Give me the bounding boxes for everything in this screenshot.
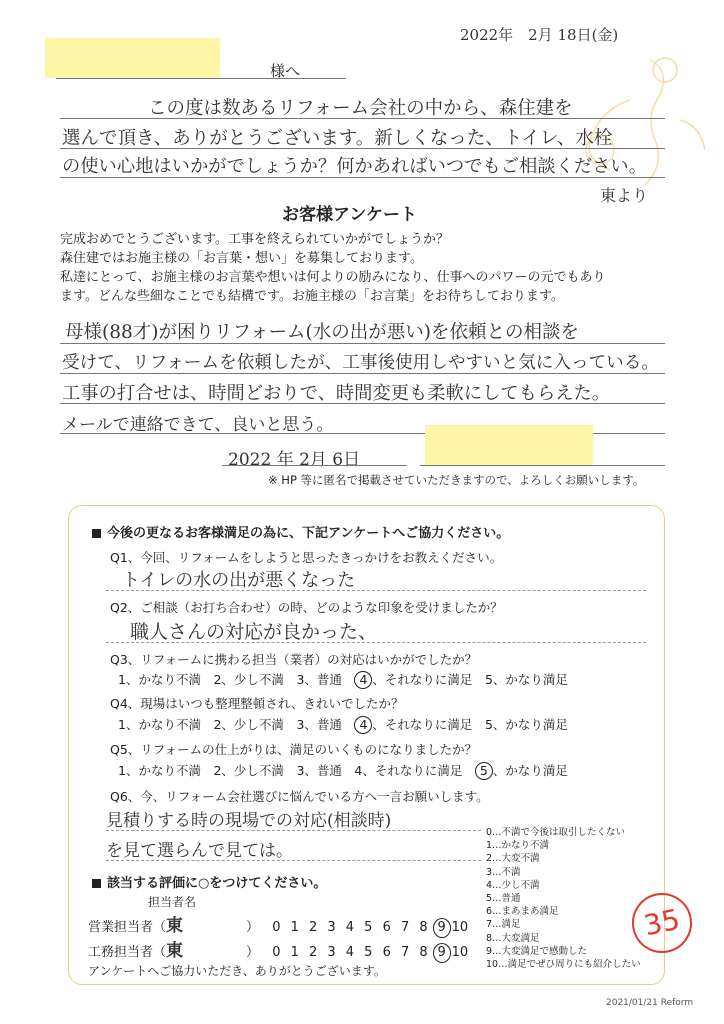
work-row: 工務担当者（東 ） 0 1 2 3 4 5 6 7 8 9 10 — [88, 936, 469, 963]
selected-score-circle: 9 — [433, 943, 451, 963]
letter-date: 2022年 2月 18日(金) — [460, 26, 619, 44]
comment-line-4: メールで連絡できて、良いと思う。 — [62, 415, 334, 435]
options-q3: 1、かなり不満 2、少し不満 3、普通 4 、それなりに満足 5、かなり満足 — [118, 672, 568, 687]
question-5: Q5、リフォームの仕上がりは、満足のいくものになりましたか？ — [110, 742, 478, 757]
question-3: Q3、リフォームに携わる担当（業者）の対応はいかがでしたか？ — [110, 652, 478, 667]
sales-label: 営業担当者（ — [88, 920, 167, 935]
work-name: 東 — [166, 941, 184, 961]
answer-6-line-2: を見て選らんで見ては。 — [106, 841, 293, 861]
comment-line-2: 受けて、リフォームを依頼したが、工事後使用しやすいと気に入っている。 — [62, 353, 659, 373]
work-digits: 0 1 2 3 4 5 6 7 8 9 10 — [267, 945, 469, 960]
square-bullet-icon — [92, 529, 101, 538]
survey-intro-1: 完成おめでとうございます。工事を終えられていかがでしょうか？ — [60, 232, 449, 247]
question-1: Q1、今回、リフォームをしようと思ったきっかけをお教えください。 — [110, 550, 503, 565]
survey-intro-2: 森住建ではお施主様の「お言葉・想い」を募集しております。 — [60, 251, 423, 266]
answer-2: 職人さんの対応が良かった、 — [130, 621, 378, 643]
selected-circle: 5 — [475, 762, 493, 780]
letter-sign: 東より — [600, 186, 649, 205]
rating-header: 該当する評価に○をつけてください。 — [92, 872, 326, 891]
selected-circle: 4 — [354, 716, 372, 734]
name-redaction — [45, 38, 220, 78]
signature-redaction — [425, 425, 593, 465]
score-stamp: 35 — [626, 887, 697, 958]
thanks-text: アンケートへご協力いただき、ありがとうございます。 — [88, 964, 386, 978]
survey-title: お客様アンケート — [282, 205, 417, 225]
question-2: Q2、ご相談（お打ち合わせ）の時、どのような印象を受けましたか？ — [110, 600, 503, 615]
sales-digits: 0 1 2 3 4 5 6 7 8 9 10 — [267, 920, 469, 935]
answer-6-line-1: 見積りする時の現場での対応(相談時) — [106, 811, 392, 831]
letter-line-3: の使い心地はいかがでしょうか？何かあればいつでもご相談ください。 — [62, 156, 647, 177]
letter-line-2: 選んで頂き、ありがとうございます。新しくなった、トイレ、水栓 — [62, 128, 613, 149]
staff-name-label: 担当者名 — [148, 895, 197, 909]
selected-circle: 4 — [354, 671, 372, 689]
answer-1: トイレの水の出が悪くなった — [122, 570, 356, 591]
footer-version: 2021/01/21 Reform — [606, 998, 694, 1008]
rating-legend: 0…不満で今後は取引したくない 1…かなり不満 2…大変不満 3…不満 4…少し不満 5…普通 6…まあまあ満足 7…満足 8…大変満足 9…大変満足で感動した 10…満足でぜひ周りにも紹介したい — [486, 827, 641, 971]
comment-date: 2022 年 2月 6日 — [228, 450, 361, 470]
work-label: 工務担当者（ — [88, 945, 167, 960]
questionnaire-header: 今後の更なるお客様満足の為に、下記アンケートへご協力ください。 — [92, 522, 509, 541]
survey-intro-3: 私達にとって、お施主様のお言葉や想いは何よりの励みになり、仕事へのパワーの元でもあり — [60, 270, 606, 285]
sales-row: 営業担当者（東 ） 0 1 2 3 4 5 6 7 8 9 10 — [88, 911, 469, 938]
anonymous-note: ※ HP 等に匿名で掲載させていただきますので、よろしくお願いします。 — [268, 473, 645, 487]
options-q5: 1、かなり不満 2、少し不満 3、普通 4、それなりに満足 5 、かなり満足 — [118, 763, 568, 778]
survey-intro-4: ます。どんな些細なことでも結構です。お施主様の「お言葉」をお待ちしております。 — [60, 289, 564, 304]
question-4: Q4、現場はいつも整理整頓され、きれいでしたか？ — [110, 696, 404, 711]
selected-score-circle: 9 — [433, 918, 451, 938]
salutation: 様へ — [270, 62, 301, 80]
options-q4: 1、かなり不満 2、少し不満 3、普通 4 、それなりに満足 5、かなり満足 — [118, 717, 568, 732]
letter-line-1: この度は数あるリフォーム会社の中から、森住建を — [148, 98, 573, 119]
comment-line-1: 母様(88才)が困りリフォーム(水の出が悪い)を依頼との相談を — [65, 322, 579, 343]
question-6: Q6、今、リフォーム会社選びに悩んでいる方へ一言お願いします。 — [110, 789, 489, 804]
square-bullet-icon — [92, 879, 101, 888]
comment-line-3: 工事の打合せは、時間どおりで、時間変更も柔軟にしてもらえた。 — [62, 383, 611, 404]
sales-name: 東 — [166, 916, 184, 936]
